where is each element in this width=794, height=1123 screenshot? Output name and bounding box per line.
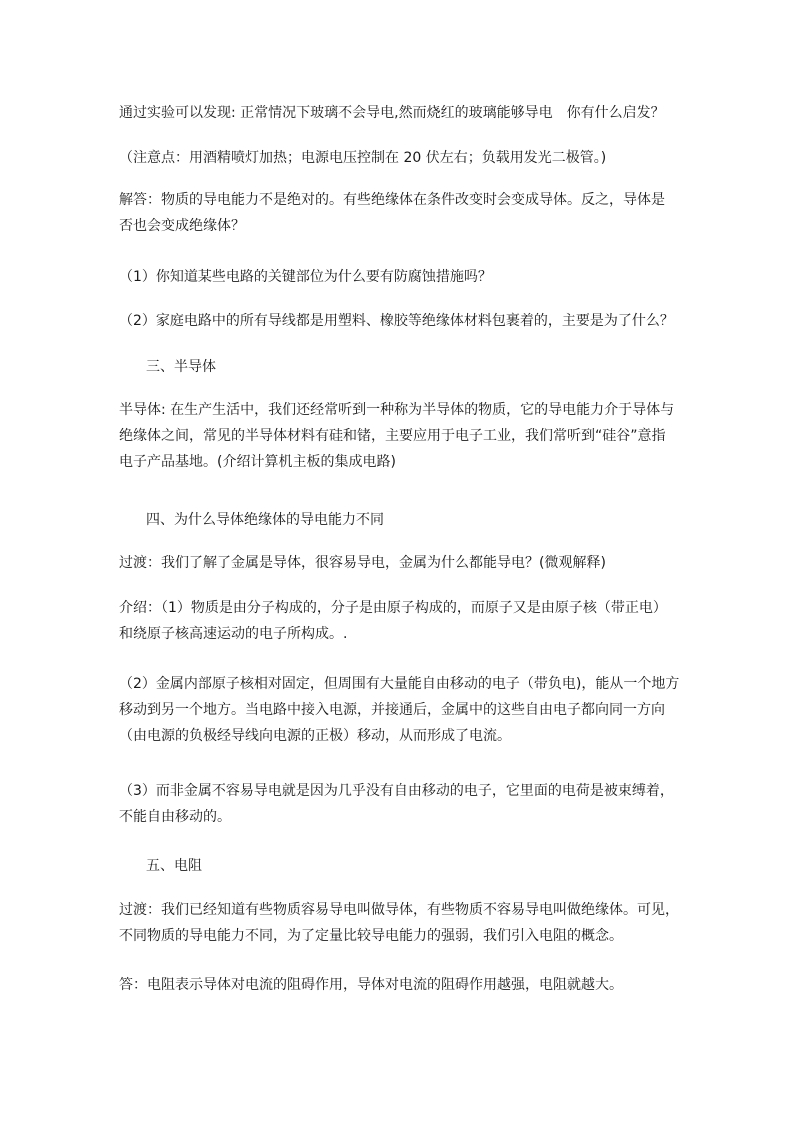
text-line: 电子产品基地。(介绍计算机主板的集成电路) — [119, 454, 396, 470]
text-line: 过渡：我们已经知道有些物质容易导电叫做导体，有些物质不容易导电叫做绝缘体。可见， — [119, 902, 679, 918]
text-line: （2）家庭电路中的所有导线都是用塑料、橡胶等绝缘体材料包裹着的，主要是为了什么？ — [119, 313, 674, 329]
text-line: 和绕原子核高速运动的电子所构成。. — [119, 626, 348, 642]
paragraph-introduction — [119, 595, 679, 647]
text-line: 过渡：我们了解了金属是导体，很容易导电，金属为什么都能导电？(微观解释) — [119, 555, 606, 571]
paragraph-resistance-answer — [119, 972, 679, 998]
text-line: 不能自由移动的。 — [119, 809, 231, 825]
text-line: 移动到另一个地方。当电路中接入电源，并接通后，金属中的这些自由电子都向同一方向 — [119, 702, 665, 718]
heading-text: 四、为什么导体绝缘体的导电能力不同 — [146, 512, 384, 528]
paragraph-metal-electrons — [119, 671, 679, 749]
paragraph-answer — [119, 187, 679, 239]
paragraph-semiconductor — [119, 397, 679, 475]
paragraph-resistance-transition — [119, 897, 679, 949]
text-line: 通过实验可以发现: 正常情况下玻璃不会导电,然而烧红的玻璃能够导电 你有什么启发？ — [119, 105, 665, 121]
question-1 — [119, 264, 679, 290]
text-line: （3）而非金属不容易导电就是因为几乎没有自由移动的电子，它里面的电荷是被束缚着， — [119, 783, 674, 799]
heading-text: 三、半导体 — [146, 359, 216, 375]
question-2 — [119, 308, 679, 334]
text-line: （1）你知道某些电路的关键部位为什么要有防腐蚀措施吗？ — [119, 269, 492, 285]
paragraph-nonmetal — [119, 778, 679, 830]
text-line: 答：电阻表示导体对电流的阻碍作用，导体对电流的阻碍作用越强，电阻就越大。 — [119, 977, 623, 993]
text-line: （由电源的负极经导线向电源的正极）移动，从而形成了电流。 — [119, 728, 511, 744]
section-heading-resistance — [146, 853, 706, 879]
text-line: （2）金属内部原子核相对固定，但周围有大量能自由移动的电子（带负电)，能从一个地方 — [119, 676, 680, 692]
text-line: （注意点：用酒精喷灯加热；电源电压控制在 20 伏左右；负载用发光二极管。) — [119, 150, 607, 166]
paragraph-experiment-question — [119, 100, 679, 126]
text-line: 介绍：（1）物质是由分子构成的，分子是由原子构成的，而原子又是由原子核（带正电） — [119, 600, 667, 616]
paragraph-transition — [119, 550, 679, 576]
section-heading-conductivity — [146, 507, 706, 533]
text-line: 绝缘体之间，常见的半导体材料有硅和锗，主要应用于电子工业，我们常听到“硅谷”意指 — [119, 428, 666, 444]
text-line: 否也会变成绝缘体？ — [119, 218, 245, 234]
paragraph-notes — [119, 145, 679, 171]
heading-text: 五、电阻 — [146, 858, 202, 874]
text-line: 半导体: 在生产生活中，我们还经常听到一种称为半导体的物质，它的导电能力介于导体与 — [119, 402, 675, 418]
text-line: 解答：物质的导电能力不是绝对的。有些绝缘体在条件改变时会变成导体。反之，导体是 — [119, 192, 665, 208]
section-heading-semiconductor — [146, 354, 706, 380]
text-line: 不同物质的导电能力不同，为了定量比较导电能力的强弱，我们引入电阻的概念。 — [119, 928, 623, 944]
